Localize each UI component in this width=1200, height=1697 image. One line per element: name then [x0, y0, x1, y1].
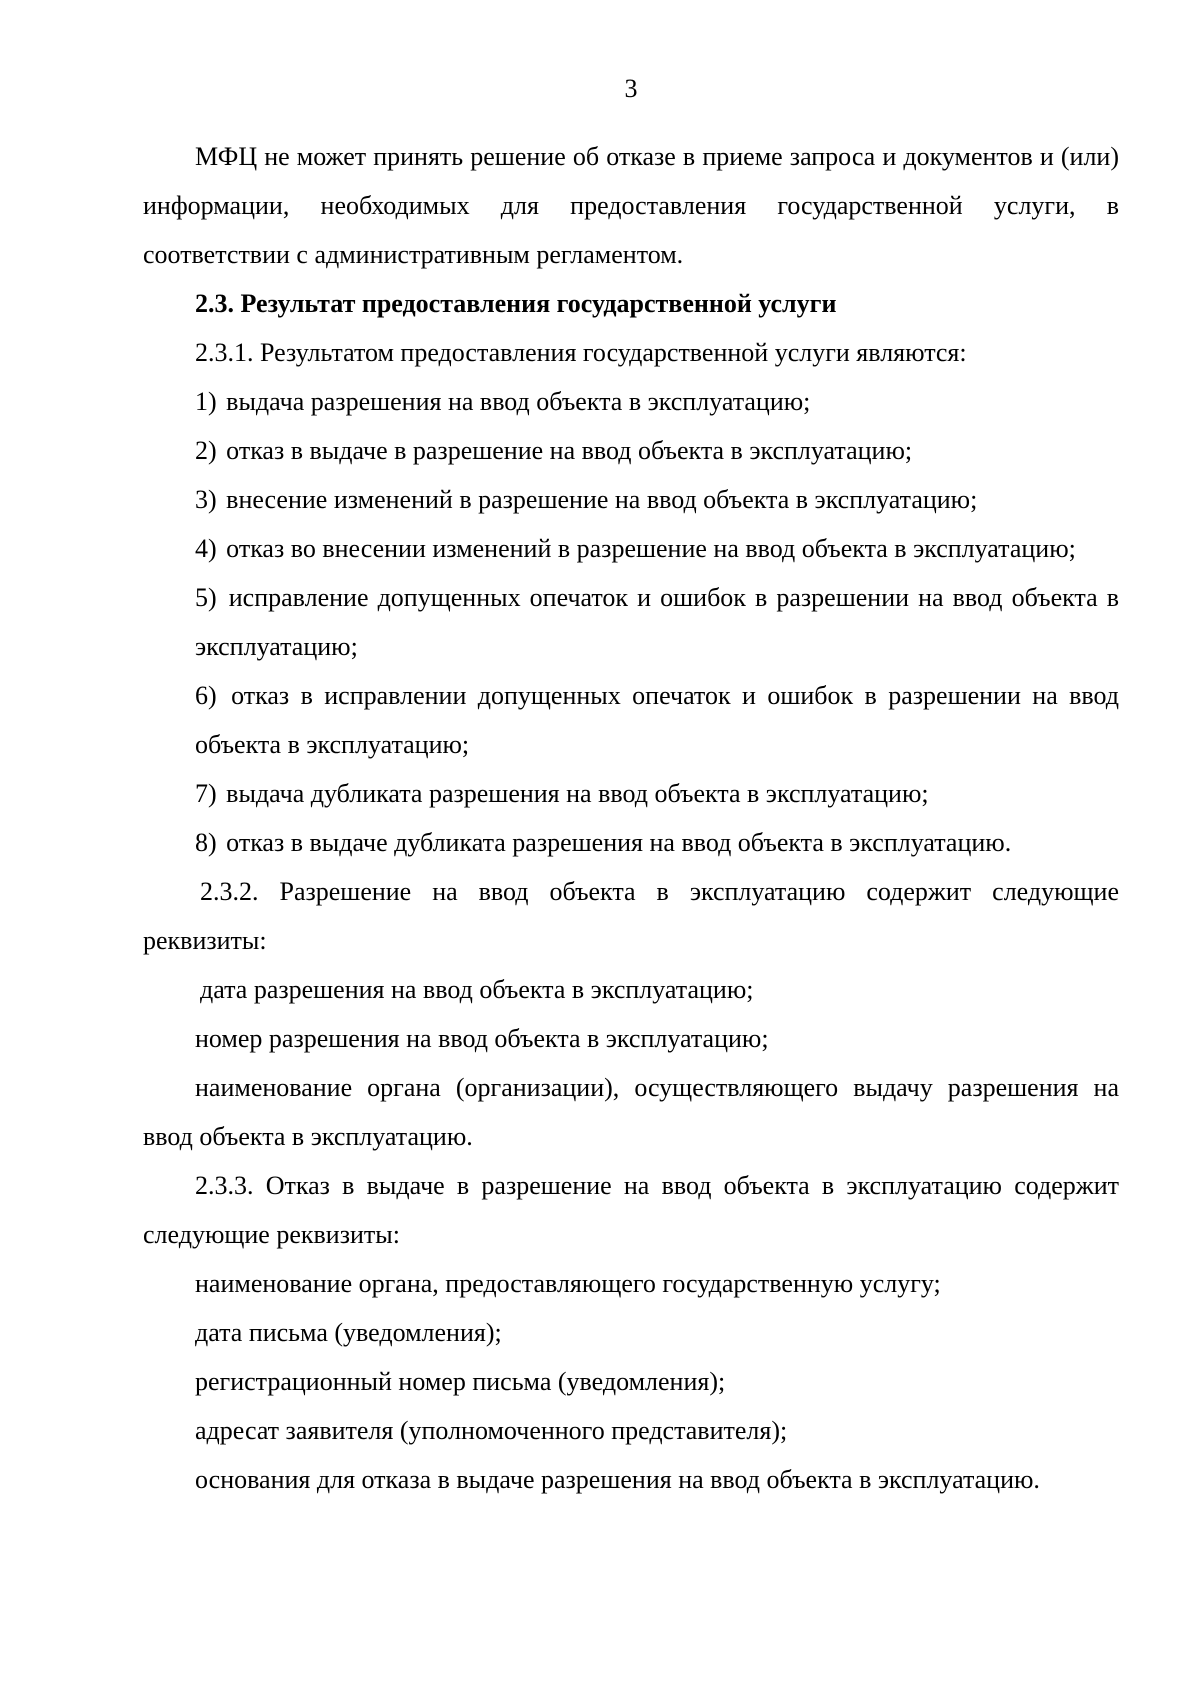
list-item — [143, 426, 1119, 475]
list-item-text: выдача разрешения на ввод объекта в эксплуатацию; — [226, 387, 811, 416]
list-item-text: отказ в выдаче в разрешение на ввод объекта в эксплуатацию; — [226, 436, 913, 465]
list-item-text: отказ во внесении изменений в разрешение на ввод объекта в эксплуатацию; — [226, 534, 1076, 563]
requisite-line: наименование органа (организации), осуществляющего выдачу разрешения на ввод объекта в эксплуатацию. — [143, 1073, 1119, 1151]
list-item — [143, 671, 1119, 769]
list-item — [143, 475, 1119, 524]
page-number: 3 — [624, 74, 638, 103]
list-item-number: 7) — [195, 779, 217, 808]
list-item — [143, 524, 1119, 573]
list-item-number: 4) — [195, 534, 217, 563]
list-item-number: 8) — [195, 828, 217, 857]
list-item-text: отказ в выдаче дубликата разрешения на ввод объекта в эксплуатацию. — [226, 828, 1012, 857]
paragraph-2-3-1: 2.3.1. Результатом предоставления государственной услуги являются: — [195, 338, 967, 367]
section-heading-2-3: 2.3. Результат предоставления государственной услуги — [195, 289, 837, 318]
list-item — [143, 377, 1119, 426]
requisite-line: адресат заявителя (уполномоченного представителя); — [195, 1416, 788, 1445]
requisite-line: дата разрешения на ввод объекта в эксплуатацию; — [200, 975, 754, 1004]
list-item — [143, 818, 1119, 867]
paragraph-mfc-refusal: МФЦ не может принять решение об отказе в приеме запроса и документов и (или) информации, необходимых для предоставления государственной услуги, в соответствии с административным регламентом. — [143, 142, 1119, 269]
list-item — [143, 573, 1119, 671]
list-item — [143, 769, 1119, 818]
list-item-text: отказ в исправлении допущенных опечаток и ошибок в разрешении на ввод объекта в эксплуатацию; — [195, 681, 1120, 759]
list-item-text: исправление допущенных опечаток и ошибок в разрешении на ввод объекта в эксплуатацию; — [195, 583, 1119, 661]
requisite-line: основания для отказа в выдаче разрешения на ввод объекта в эксплуатацию. — [195, 1465, 1040, 1494]
paragraph-2-3-3: 2.3.3. Отказ в выдаче в разрешение на ввод объекта в эксплуатацию содержит следующие реквизиты: — [143, 1171, 1119, 1249]
list-item-number: 5) — [195, 583, 217, 612]
paragraph-2-3-2: 2.3.2. Разрешение на ввод объекта в эксплуатацию содержит следующие реквизиты: — [143, 877, 1119, 955]
requisite-line: номер разрешения на ввод объекта в эксплуатацию; — [195, 1024, 769, 1053]
requisite-line: наименование органа, предоставляющего государственную услугу; — [195, 1269, 941, 1298]
list-item-text: выдача дубликата разрешения на ввод объекта в эксплуатацию; — [226, 779, 929, 808]
list-item-number: 3) — [195, 485, 217, 514]
requisite-line: дата письма (уведомления); — [195, 1318, 502, 1347]
list-item-number: 1) — [195, 387, 217, 416]
list-item-text: внесение изменений в разрешение на ввод объекта в эксплуатацию; — [226, 485, 978, 514]
requisite-line: регистрационный номер письма (уведомления); — [195, 1367, 726, 1396]
list-item-number: 6) — [195, 681, 217, 710]
list-item-number: 2) — [195, 436, 217, 465]
document-body — [143, 132, 1119, 1504]
